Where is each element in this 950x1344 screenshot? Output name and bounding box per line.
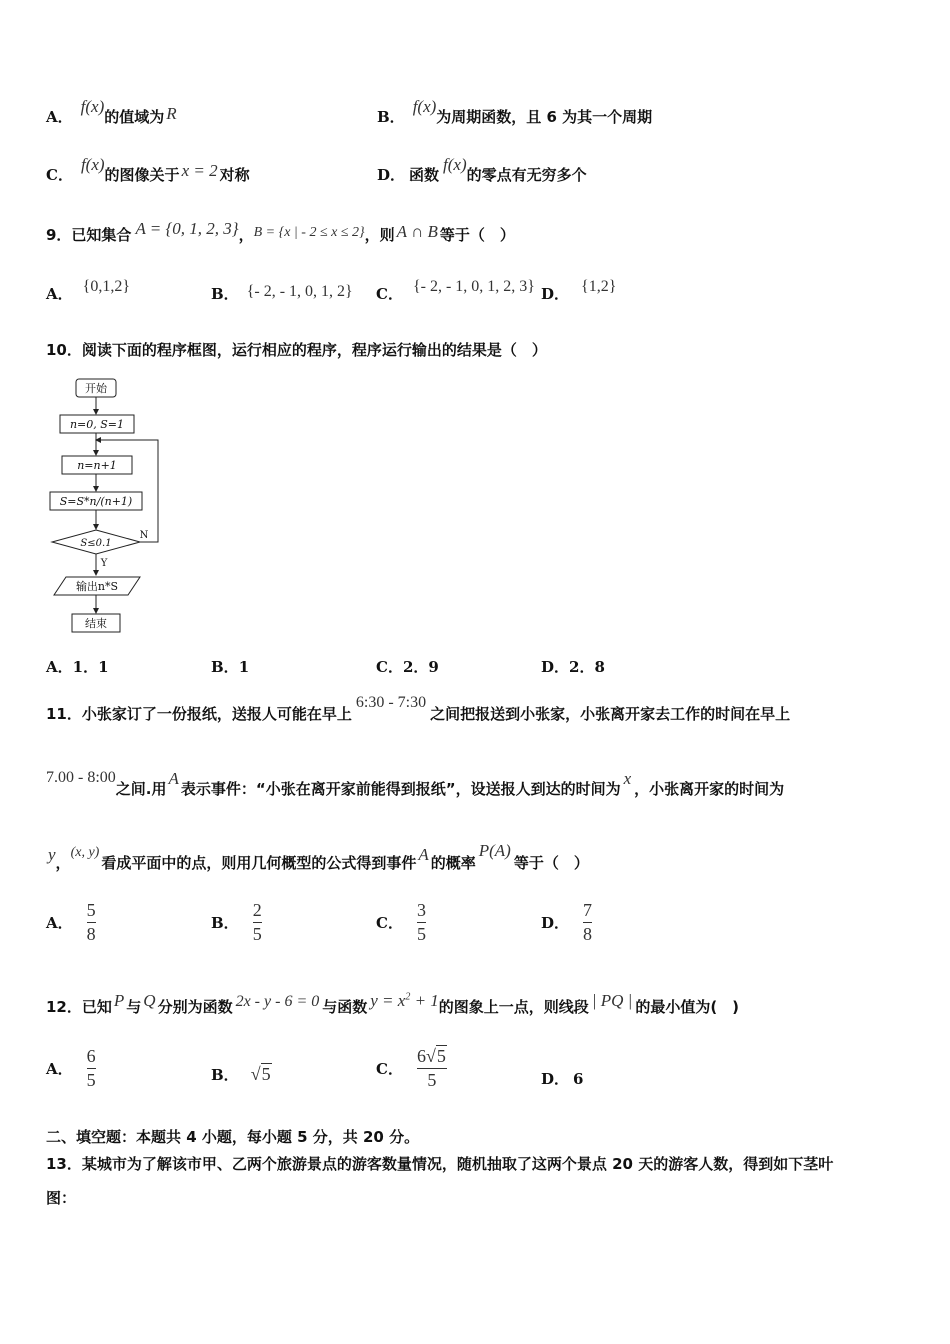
comma: ，: [55, 854, 71, 872]
option-value: 2．8: [569, 658, 605, 676]
option-text: 的图像关于: [104, 166, 180, 184]
math-parabola: [370, 991, 439, 1010]
text: 分别为函数: [157, 998, 233, 1016]
math-fx: f(x): [412, 97, 437, 116]
option-label: A．: [46, 1059, 73, 1078]
text: 与: [126, 998, 142, 1016]
math-y: y: [48, 845, 56, 864]
denominator: 5: [86, 1069, 96, 1090]
denominator: 8: [86, 923, 96, 944]
q12-option-b: [211, 1064, 272, 1085]
text: 12．已知: [46, 998, 112, 1016]
option-value: 6: [573, 1070, 584, 1088]
text: 表示事件：“小张在离开家前能得到报纸”，设送报人到达的时间为: [180, 780, 621, 798]
q11-option-c: [376, 900, 426, 944]
q10-option-d: [541, 656, 605, 677]
text: 之间.用: [115, 780, 167, 798]
option-label: B．: [211, 1066, 239, 1084]
text: 看成平面中的点，则用几何概型的公式得到事件: [101, 854, 417, 872]
option-value: 2．9: [402, 658, 439, 676]
q12-stem: [46, 991, 740, 1017]
option-label: C．: [376, 913, 403, 932]
fraction: [417, 1046, 447, 1090]
denominator: 5: [252, 923, 262, 944]
math-p: P: [113, 991, 125, 1010]
option-label: D．: [541, 913, 570, 932]
option-label: D．: [377, 166, 406, 184]
option-text: 为周期函数，且 6 为其一个周期: [436, 108, 653, 126]
math-fx: f(x): [80, 97, 105, 116]
math-point: (x, y): [70, 845, 100, 860]
numerator: [417, 1046, 447, 1067]
coefficient: 6: [416, 1046, 426, 1066]
q9-option-b: [211, 283, 353, 304]
option-value: 1: [238, 658, 250, 676]
text: 之间把报送到小张家，小张离开家去工作的时间在早上: [430, 705, 791, 723]
math-parabola-lhs: y = x: [370, 991, 406, 1010]
numerator: 5: [86, 900, 96, 920]
option-label: A．: [46, 285, 73, 303]
flow-start-text: 开始: [85, 382, 107, 395]
q13-line-1: 13．某城市为了解该市甲、乙两个旅游景点的游客数量情况，随机抽取了这两个景点 20 天的游客人数，得到如下茎叶: [46, 1155, 834, 1173]
numerator: 6: [86, 1046, 96, 1066]
option-text-2: 对称: [219, 166, 250, 184]
option-label: A．: [46, 658, 73, 676]
math-parabola-rhs: + 1: [410, 991, 439, 1010]
option-label: B．: [377, 108, 405, 126]
math-time-range: 6:30 - 7:30: [355, 694, 427, 711]
set-b: B = {x | - 2 ≤ x ≤ 2}: [253, 225, 365, 240]
numerator: 2: [252, 900, 262, 920]
flow-update-text: S=S*n/(n+1): [59, 495, 133, 508]
q9-stem-pre: 9．已知集合: [46, 226, 132, 244]
q11-line-1: [46, 694, 791, 724]
set-a: A = {0, 1, 2, 3}: [135, 219, 239, 238]
math-fx: f(x): [443, 155, 467, 174]
math-r: R: [166, 104, 177, 123]
q10-option-a: [46, 656, 109, 677]
fraction: [417, 900, 426, 944]
math-exponent: 2: [405, 991, 411, 1003]
option-label: D．: [541, 285, 570, 303]
math-x-eq-2: x = 2: [181, 161, 218, 180]
q11-option-d: [541, 900, 592, 944]
text: 等于（ ）: [513, 854, 589, 872]
math-p-of-a: P(A): [478, 841, 511, 860]
q8-option-a: [46, 97, 177, 127]
q13-line-2: 图：: [46, 1189, 77, 1207]
radicand: 5: [261, 1064, 271, 1084]
math-fx: f(x): [80, 155, 105, 174]
option-value: {0,1,2}: [82, 278, 130, 295]
option-value: 1．1: [72, 658, 109, 676]
numerator: 3: [416, 900, 426, 920]
square-root: √5: [425, 1046, 446, 1066]
text: 的图象上一点，则线段: [438, 998, 589, 1016]
math-q: Q: [143, 991, 156, 1010]
option-label: D．: [541, 1070, 570, 1088]
math-x: x: [623, 769, 632, 788]
q10-option-c: [376, 656, 439, 677]
text: ，小张离开家的时间为: [634, 780, 785, 798]
option-label: B．: [211, 658, 239, 676]
q10-option-b: [211, 656, 249, 677]
q9-stem: [46, 219, 515, 245]
q8-option-d: [377, 155, 587, 185]
text: 与函数: [322, 998, 368, 1016]
option-label: C．: [376, 285, 403, 303]
q11-line-3: [48, 841, 589, 873]
q11-option-b: [211, 900, 262, 944]
option-label: B．: [211, 285, 239, 303]
text: 的概率: [430, 854, 476, 872]
flow-output-text: 输出n*S: [75, 580, 119, 593]
fraction: [87, 1046, 96, 1090]
square-root: √5: [250, 1064, 271, 1084]
option-label: A．: [46, 913, 73, 932]
math-line-equation: 2x - y - 6 = 0: [235, 993, 320, 1010]
numerator: 7: [583, 900, 593, 920]
math-segment-pq: | PQ |: [591, 991, 633, 1010]
option-label: B．: [211, 913, 239, 932]
option-label: D．: [541, 658, 570, 676]
math-a: A: [168, 769, 179, 788]
option-text: 函数: [409, 166, 440, 184]
option-label: A．: [46, 108, 73, 126]
option-text-2: 的零点有无穷多个: [466, 166, 587, 184]
q8-option-c: [46, 155, 250, 185]
flow-init-text: n=0, S=1: [69, 418, 125, 431]
text: 11．小张家订了一份报纸，送报人可能在早上: [46, 705, 352, 723]
q12-option-d: [541, 1068, 583, 1089]
q11-line-2: [46, 769, 785, 799]
option-label: C．: [376, 658, 403, 676]
fraction: [87, 900, 96, 944]
option-value: {- 2, - 1, 0, 1, 2, 3}: [412, 278, 535, 295]
q9-option-c: [376, 278, 535, 304]
q9-option-a: [46, 278, 130, 304]
option-value: {- 2, - 1, 0, 1, 2}: [246, 283, 353, 300]
option-label: C．: [376, 1059, 403, 1078]
comma: ，: [238, 226, 254, 244]
option-value: {1,2}: [581, 278, 617, 295]
q11-option-a: [46, 900, 96, 944]
flow-cond-text: S≤0.1: [80, 538, 112, 549]
flow-yes-label: Y: [100, 558, 108, 569]
denominator: 5: [416, 923, 426, 944]
math-time-range: 7.00 - 8:00: [46, 769, 116, 786]
q12-option-a: [46, 1046, 96, 1090]
q10-stem: 10．阅读下面的程序框图，运行相应的程序，程序运行输出的结果是（ ）: [46, 341, 547, 359]
flowchart: [48, 372, 168, 637]
radicand: 5: [436, 1046, 446, 1066]
fraction: [253, 900, 262, 944]
flow-step-text: n=n+1: [77, 459, 117, 472]
q9-option-d: [541, 278, 617, 304]
denominator: 8: [583, 923, 593, 944]
q8-option-b: [377, 97, 653, 127]
option-text: 的值域为: [104, 108, 165, 126]
flow-loop-back: [96, 440, 158, 542]
flow-no-label: N: [139, 530, 149, 541]
option-label: C．: [46, 166, 73, 184]
intersection-expr: A ∩ B: [396, 222, 438, 241]
denominator: 5: [427, 1069, 437, 1090]
text: 的最小值为( ): [635, 998, 740, 1016]
q12-option-c: [376, 1046, 447, 1090]
math-a: A: [418, 845, 429, 864]
q9-stem-mid: ，则: [364, 226, 395, 244]
q9-stem-post: 等于（ ）: [439, 226, 515, 244]
section-heading: 二、填空题：本题共 4 小题，每小题 5 分，共 20 分。: [46, 1128, 420, 1146]
flow-end-text: 结束: [85, 617, 107, 630]
fraction: [583, 900, 592, 944]
